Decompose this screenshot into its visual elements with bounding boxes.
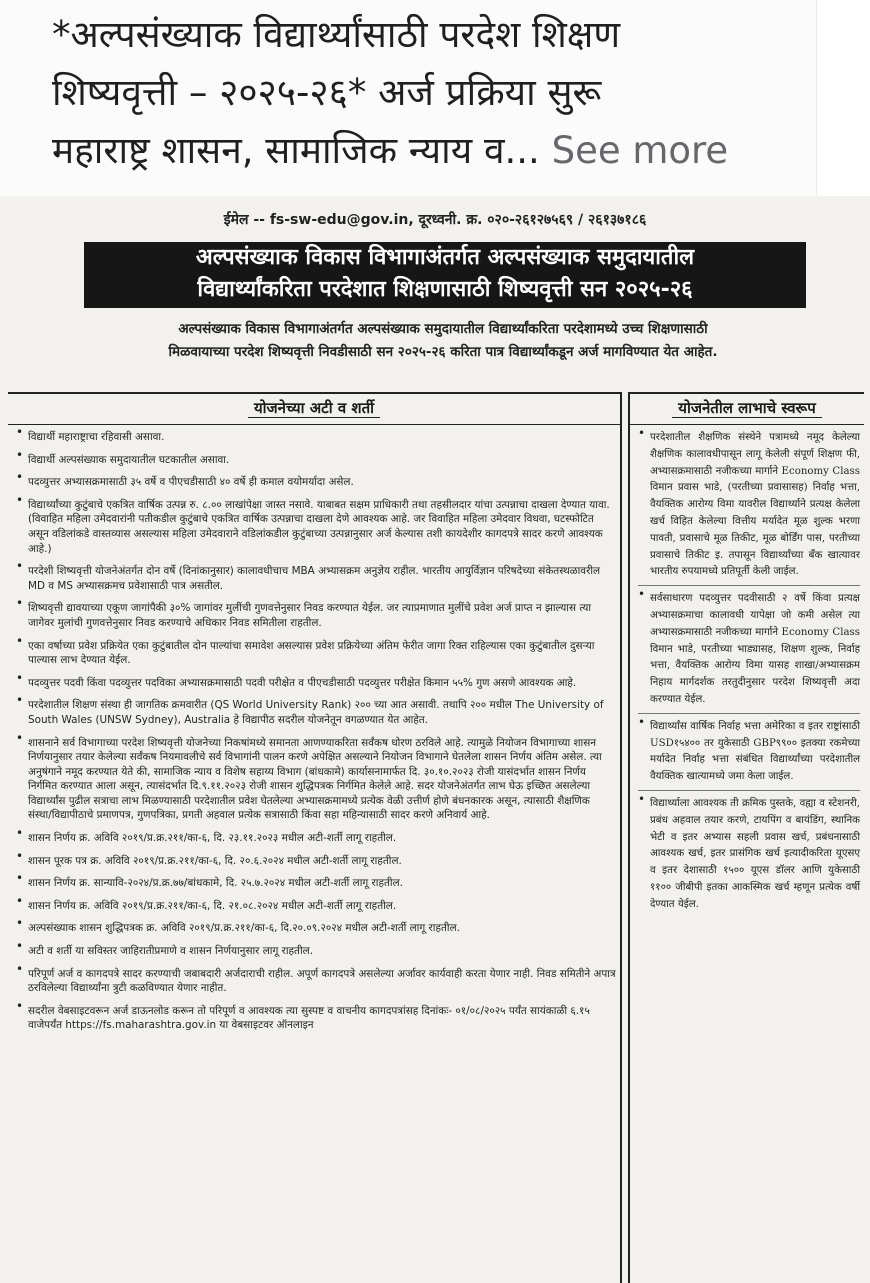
- caption-line-1: *अल्पसंख्याक विद्यार्थ्यांसाठी परदेश शिक्षण: [52, 13, 621, 56]
- condition-item: • शिष्यवृत्ती द्यावयाच्या एकूण जागांपैकी ३०% जागांवर मुलींची गुणवत्तेनुसार निवड करण्यात येईल. जर त्याप्रमाणात मुलींचे प्रवेश अर्ज प्राप्त न झाल्यास त्या जागेवर मुलांची गुणवत्तेनुसार निवड करण्याचे अधिकार निवड समितीला राहतील.: [16, 596, 616, 633]
- benefit-item: • विद्यार्थ्याला आवश्यक ती क्रमिक पुस्तके, वह्या व स्टेशनरी, प्रबंध अहवाल तयार करणे, टायपिंग व बायंडिंग, स्थानिक भेटी व इतर अभ्यास सहली प्रवास खर्च, प्रबंधनासाठी आवश्यक खर्च, इतर प्रासंगिक खर्च इत्यादीकरिता यूएसए व इतर देशासाठी १५०० यूएस डॉलर आणि युकेसाठी ११०० जीबीपी इतका आकस्मिक खर्च म्हणून प्रत्येक वर्षी देण्यात येईल.: [638, 790, 860, 918]
- benefits-heading-text: योजनेतील लाभाचे स्वरूप: [672, 399, 821, 418]
- condition-item: • शासन निर्णय क्र. सान्यावि-२०२४/प्र.क्र.७७/बांधकामे, दि. २५.७.२०२४ मधील अटी-शर्ती लागू राहतील.: [16, 871, 616, 894]
- condition-item: • विद्यार्थ्यांच्या कुटुंबाचे एकत्रित वार्षिक उत्पन्न रु. ८.०० लाखांपेक्षा जास्त नसावे. याबाबत सक्षम प्राधिकारी तथा तहसीलदार यांचा उत्पन्नाचा दाखला देण्यात यावा. (विवाहित महिला उमेदवारांनी पतीकडील कुटुंबाचे एकत्रित वार्षिक उत्पन्नाचा दाखला देणे आवश्यक आहे. जर विवाहित महिला उमेदवार विधवा, घटस्फोटित असून वडिलांकडे वास्तव्यास असल्यास महिला उमेदवाराने वडिलांकडील कुटुंबाच्या उत्पन्नानुसार अर्ज केल्यास तशी कायदेशीर कागदपत्रे सादर करणे आवश्यक आहे.): [16, 493, 616, 559]
- condition-item: • विद्यार्थी महाराष्ट्राचा रहिवासी असावा.: [16, 425, 616, 448]
- condition-item: • शासन निर्णय क्र. अविवि २०१९/प्र.क्र.२११/का-६, दि. २३.११.२०२३ मधील अटी-शर्ती लागू राहतील.: [16, 826, 616, 849]
- post-caption-area: [0, 0, 817, 197]
- notice-intro: [48, 318, 838, 364]
- condition-item: • शासन पूरक पत्र क्र. अविवि २०१९/प्र.क्र.२११/का-६, दि. २०.६.२०२४ मधील अटी-शर्ती लागू राहतील.: [16, 849, 616, 872]
- conditions-column: [8, 392, 622, 1283]
- newspaper-clipping-image[interactable]: [0, 196, 870, 1283]
- benefits-list: [630, 425, 864, 918]
- see-more-link[interactable]: See more: [551, 129, 729, 172]
- intro-line-2: मिळवायाच्या परदेश शिष्यवृत्ती निवडीसाठी सन २०२५-२६ करिता पात्र विद्यार्थ्यांकडून अर्ज मागविण्यात येत आहेत.: [168, 344, 718, 360]
- banner-line-2: विद्यार्थ्यांकरिता परदेशात शिक्षणासाठी शिष्यवृत्ती सन २०२५-२६: [197, 277, 693, 302]
- notice-content: [8, 196, 862, 1283]
- intro-line-1: अल्पसंख्याक विकास विभागाअंतर्गत अल्पसंख्याक समुदायातील विद्यार्थ्यांकरिता परदेशामध्ये उच्च शिक्षणासाठी: [178, 321, 708, 337]
- conditions-heading: [8, 394, 620, 425]
- contact-line: ईमेल -- fs-sw-edu@gov.in, दूरध्वनी. क्र. ०२०-२६१२७५६९ / २६१३७१८६: [223, 212, 647, 228]
- benefit-item: • विद्यार्थ्यांस वार्षिक निर्वाह भत्ता अमेरिका व इतर राष्ट्रांसाठी USD१५४०० तर युकेसाठी GBP९९०० इतक्या रकमेच्या मर्यादेत निर्वाह भत्ता संबंधित विद्यार्थ्यांच्या परदेशातील वैयक्तिक खात्यामध्ये जमा केला जाईल.: [638, 713, 860, 790]
- benefits-heading: [630, 394, 864, 425]
- conditions-heading-text: योजनेच्या अटी व शर्ती: [248, 399, 380, 418]
- condition-item: • एका वर्षाच्या प्रवेश प्रक्रियेत एका कुटुंबातील दोन पाल्यांचा समावेश असल्यास प्रवेश प्रक्रियेच्या अंतिम फेरीत जागा रिक्त राहिल्यास एका कुटुंबातील दुसऱ्या पाल्यास लाभ देण्यात येईल.: [16, 634, 616, 671]
- benefit-item: • सर्वसाधारण पदव्युत्तर पदवीसाठी २ वर्षे किंवा प्रत्यक्ष अभ्यासक्रमाचा कालावधी यापेक्षा जो कमी असेल त्या अभ्यासक्रमासाठी नजीकच्या मार्गाने Economy Class विमान भाडे, परतीच्या भाड्यासह, शिक्षण शुल्क, निर्वाह भत्ता, वैयक्तिक आरोग्य विमा यासह शाखा/अभ्यासक्रम निहाय मार्गदर्शक तरतुदीनुसार परदेश शिष्यवृत्ती अदा करण्यात येईल.: [638, 585, 860, 713]
- condition-item: • अल्पसंख्याक शासन शुद्धिपत्रक क्र. अविवि २०१९/प्र.क्र.२११/का-६, दि.२०.०९.२०२४ मधील अटी-शर्ती लागू राहतील.: [16, 916, 616, 939]
- notice-title-banner: [84, 242, 806, 308]
- benefit-item: • परदेशातील शैक्षणिक संस्थेने पत्रामध्ये नमूद केलेल्या शैक्षणिक कालावधीपासून लागू केलेली संपूर्ण शिक्षण फी, अभ्यासक्रमासाठी नजीकच्या मार्गाने Economy Class विमान प्रवास भाडे, (परतीच्या प्रवासासह) निर्वाह भत्ता, वैयक्तिक आरोग्य विमा यावरील विद्यार्थ्याने प्रत्यक्ष केलेला खर्च विहित केलेल्या वित्तीय मर्यादेत मूळ शुल्क भरणा पावती, प्रवासाचे मूळ तिकीट, मूळ बोर्डिंग पास, परतीच्या प्रवासाचे तिकीट इ. तपासून विद्यार्थ्यांच्या बँक खात्यावर भारतीय रुपयामध्ये प्रतिपूर्ती केली जाईल.: [638, 425, 860, 585]
- condition-item: • पदव्युत्तर अभ्यासक्रमासाठी ३५ वर्षे व पीएचडीसाठी ४० वर्षे ही कमाल वयोमर्यादा असेल.: [16, 470, 616, 493]
- condition-item: • परिपूर्ण अर्ज व कागदपत्रे सादर करण्याची जबाबदारी अर्जदाराची राहील. अपूर्ण कागदपत्रे असलेल्या अर्जावर कार्यवाही करता येणार नाही. निवड समितीने अपात्र ठरविलेल्या विद्यार्थ्यांना त्रुटी कळविण्यात येणार नाहीत.: [16, 962, 616, 999]
- post-caption: [52, 6, 812, 180]
- condition-item: • विद्यार्थी अल्पसंख्याक समुदायातील घटकातील असावा.: [16, 448, 616, 471]
- banner-line-1: अल्पसंख्याक विकास विभागाअंतर्गत अल्पसंख्याक समुदायातील: [195, 245, 695, 270]
- condition-item: • परदेशातील शिक्षण संस्था ही जागतिक क्रमवारीत (QS World University Rank) २०० च्या आत असावी. तथापि २०० मधील The University of South Wales (UNSW Sydney), Australia हे विद्यापीठ सदरील योजनेतून वगळण्यात येत आहेत.: [16, 693, 616, 730]
- condition-item: • शासन निर्णय क्र. अविवि २०१९/प्र.क्र.२११/का-६, दि. २१.०८.२०२४ मधील अटी-शर्ती लागू राहतील.: [16, 894, 616, 917]
- caption-line-3-text: महाराष्ट्र शासन, सामाजिक न्याय व...: [52, 129, 540, 172]
- benefits-column: [628, 392, 864, 1283]
- caption-line-3: [52, 122, 812, 180]
- condition-item: • परदेशी शिष्यवृत्ती योजनेअंतर्गत दोन वर्षे (दिनांकानुसार) कालावधीचाच MBA अभ्यासक्रम अनुज्ञेय राहील. भारतीय आयुर्विज्ञान परिषदेच्या संकेतस्थळावरील MD व MS अभ्यासक्रमच प्रवेशासाठी पात्र असतील.: [16, 559, 616, 596]
- condition-item: • शासनाने सर्व विभागाच्या परदेश शिष्यवृत्ती योजनेच्या निकषांमध्ये समानता आणण्याकरिता सर्वंकष धोरण ठरविले आहे. त्यामुळे नियोजन विभागाच्या शासन निर्णयानुसार तयार केलेल्या सर्वंकष नियमावलीचे सर्व विभागांनी पालन करणे अपेक्षित असल्याने नियोजन विभागाने घेतलेला शासन निर्णय अंतिम असेल. त्या अनुषंगाने नमूद करण्यात येते की, सामाजिक न्याय व विशेष सहाय्य विभाग (बांधकामे) कार्यासनामार्फत दि. ३०.१०.२०२३ रोजी यासंदर्भात शासन निर्णय निर्गमित करण्यात आला असून, त्यासंदर्भात दि.९.११.२०२३ रोजी शासन शुद्धिपत्रक निर्गमित केलेले आहे. सदर योजनेअंतर्गत लाभ घेऊ इच्छित असलेल्या विद्यार्थ्यांस पुढील सत्राचा लाभ मिळण्यासाठी परदेशातील प्रवेश घेतलेल्या अभ्यासक्रमामध्ये प्रत्येक वेळी उत्तीर्ण होणे बंधनकारक असून, त्यासाठी शैक्षणिक संस्था/विद्यापीठाचे प्रमाणपत्र, गुणपत्रिका, प्रगती अहवाल प्रत्येक सत्रासाठी किंवा सहा महिन्यासाठी सादर करणे अनिवार्य आहे.: [16, 731, 616, 827]
- condition-item: • सदरील वेबसाइटवरून अर्ज डाऊनलोड करून तो परिपूर्ण व आवश्यक त्या सुस्पष्ट व वाचनीय कागदपत्रांसह दिनांकः- ०१/०८/२०२५ पर्यंत सायंकाळी ६.१५ वाजेपर्यंत https://fs.maharashtra.gov.in या वेबसाइटवर ऑनलाइन: [16, 999, 616, 1036]
- condition-item: • अटी व शर्ती या सविस्तर जाहिरातीप्रमाणे व शासन निर्णयानुसार लागू राहतील.: [16, 939, 616, 962]
- caption-line-2: शिष्यवृत्ती – २०२५-२६* अर्ज प्रक्रिया सुरू: [52, 71, 602, 114]
- condition-item: • पदव्युत्तर पदवी किंवा पदव्युत्तर पदविका अभ्यासक्रमासाठी पदवी परीक्षेत व पीएचडीसाठी पदव्युत्तर परीक्षेत किमान ५५% गुण असणे आवश्यक आहे.: [16, 671, 616, 694]
- conditions-list: [8, 425, 620, 1036]
